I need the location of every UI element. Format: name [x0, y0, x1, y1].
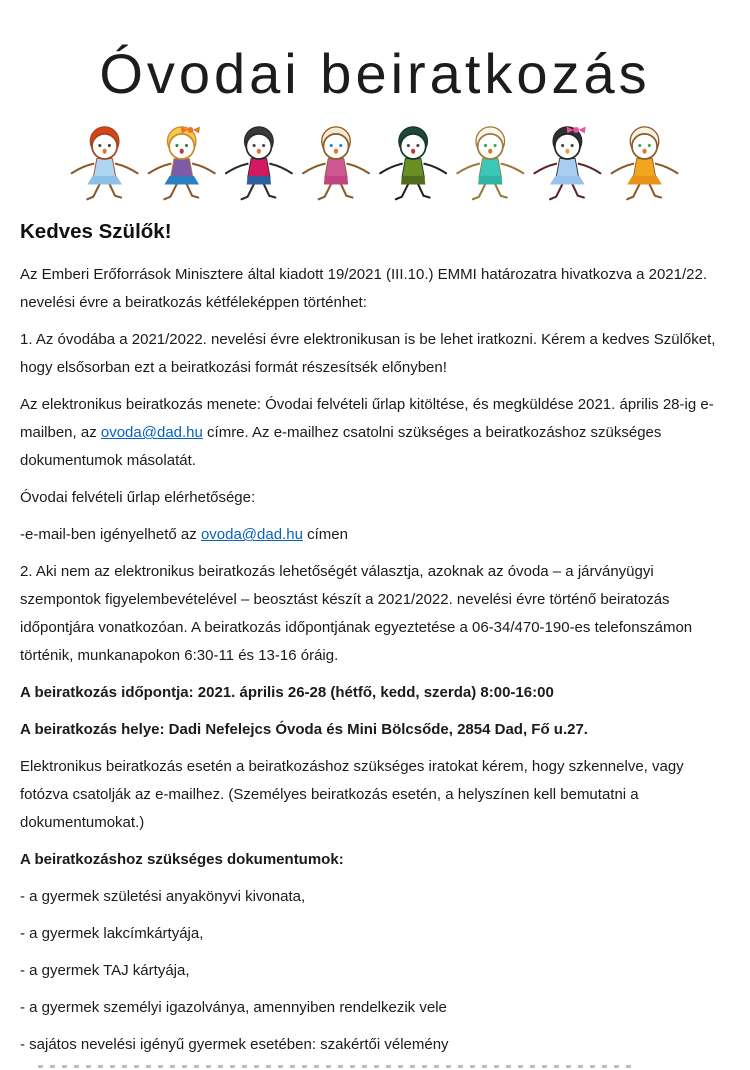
paragraph: - sajátos nevelési igényű gyermek esetében: szakértői vélemény — [20, 1036, 449, 1054]
paragraph: - a gyermek TAJ kártyája, — [20, 962, 190, 980]
child-figure — [612, 127, 678, 199]
child-figure — [457, 127, 523, 199]
child-figure — [226, 127, 292, 199]
email-link[interactable]: ovoda@dad.hu — [200, 526, 303, 544]
paragraph: - a gyermek születési anyakönyvi kivonata, — [20, 888, 306, 906]
paragraph: A beiratkozás időpontja: 2021. április 26-28 (hétfő, kedd, szerda) 8:00-16:00 — [20, 684, 554, 702]
cutoff-text-line — [38, 1065, 638, 1068]
child-figure — [303, 127, 369, 199]
email-link[interactable]: ovoda@dad.hu — [100, 424, 203, 442]
paragraph: Az Emberi Erőforrások Minisztere által kiadott 19/2021 (III.10.) EMMI határozatra hivatkozva a 2021/22. nevelési évre a beiratkozás kétféleképpen történhet: — [20, 266, 707, 312]
paragraph: Elektronikus beiratkozás esetén a beiratkozáshoz szükséges iratokat kérem, hogy szkennelve, vagy fotózva csatolják az e-mailhez. (Személyes beiratkozás esetén, a helyszínen kell bemutatni a dokumentumokat.) — [20, 758, 684, 832]
page-title: Óvodai beiratkozás — [99, 42, 651, 105]
paragraph: 2. Aki nem az elektronikus beiratkozás lehetőségét választja, azoknak az óvoda – a járványügyi szempontok figyelembevételével – beosztást készít a 2021/2022. nevelési évre történő beiratozás időpontjára vonatkozóan. A beiratkozás időpontjának egyeztetése a 06-34/470-190-es telefonszámon történik, munkanapokon 6:30-11 és 13-16 óráig. — [20, 563, 693, 665]
paragraph: - a gyermek személyi igazolványa, amennyiben rendelkezik vele — [20, 999, 447, 1017]
child-figure — [380, 127, 446, 199]
child-figure — [534, 127, 600, 200]
child-figure — [72, 127, 138, 199]
paragraph: -e-mail-ben igényelhető az ovoda@dad.hu címen — [20, 526, 348, 544]
document-body — [0, 201, 750, 1059]
paragraph: Óvodai felvételi űrlap elérhetősége: — [20, 489, 256, 507]
paragraph: Az elektronikus beiratkozás menete: Óvodai felvételi űrlap kitöltése, és megküldése 2021. április 28-ig e-mailben, az ovoda@dad.hu címre. Az e-mailhez csatolni szükséges a beiratkozáshoz szükséges dokumentumok másolatát. — [20, 396, 714, 470]
paragraph: 1. Az óvodába a 2021/2022. nevelési évre elektronikusan is be lehet iratkozni. Kérem a kedves Szülőket, hogy elsősorban ezt a beiratkozási formát részesítsék előnyben! — [20, 331, 716, 377]
paragraph: A beiratkozás helye: Dadi Nefelejcs Óvoda és Mini Bölcsőde, 2854 Dad, Fő u.27. — [20, 721, 588, 739]
child-figure — [149, 127, 215, 200]
paragraph: A beiratkozáshoz szükséges dokumentumok: — [20, 851, 344, 869]
paragraph: - a gyermek lakcímkártyája, — [20, 925, 204, 943]
greeting-heading: Kedves Szülők! — [20, 220, 172, 244]
children-illustration — [18, 123, 732, 201]
